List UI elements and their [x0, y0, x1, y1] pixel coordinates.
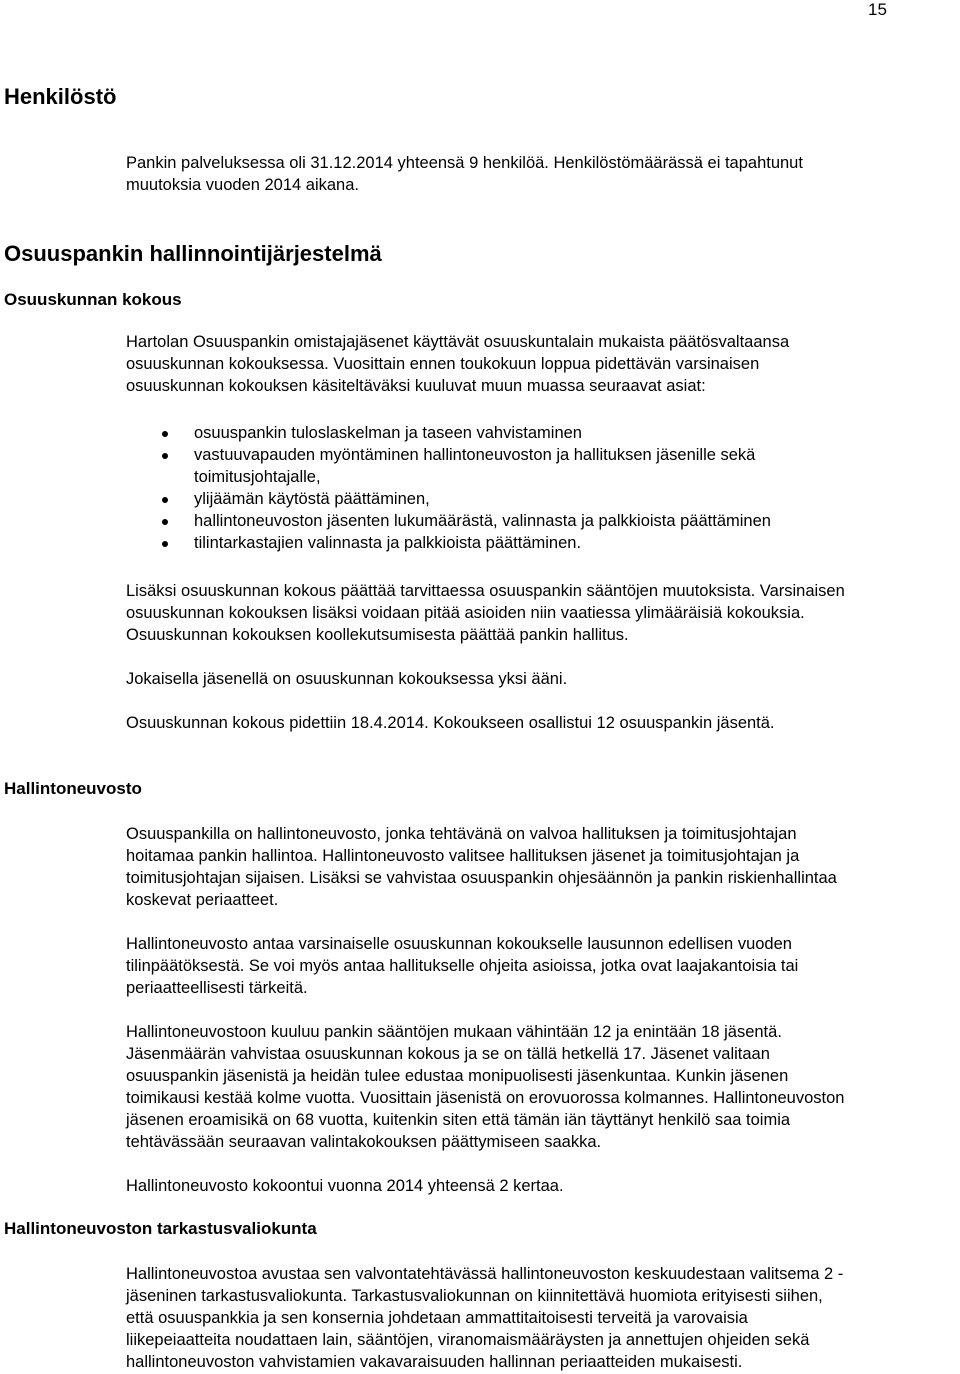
- text-line: osuuspankin jäsenistä ja heidän tulee edustaa monipuolisesti jäsenkuntaa. Kunkin jäsenen: [126, 1067, 789, 1085]
- list-item: ylijäämän käytöstä päättäminen,: [194, 490, 430, 508]
- text-line: koskevat periaatteet.: [126, 891, 279, 909]
- paragraph-aani: Jokaisella jäsenellä on osuuskunnan kokouksessa yksi ääni.: [126, 670, 568, 688]
- text-line: että osuuspankkia ja sen konsernia johdetaan ammattitaitoisesti terveitä ja varovaisia: [126, 1309, 748, 1327]
- text-line: hoitamaa pankin hallintoa. Hallintoneuvosto valitsee hallituksen jäsenet ja toimitusjohtajan ja: [126, 847, 800, 865]
- text-line: Jäsenmäärän vahvistaa osuuskunnan kokous ja se on tällä hetkellä 17. Jäsenet valitaan: [126, 1045, 770, 1063]
- list-item: osuuspankin tuloslaskelman ja taseen vahvistaminen: [194, 424, 582, 442]
- text-line: jäsenen eroamisikä on 68 vuotta, kuitenkin siten että tämän iän täyttänyt henkilö saa toimia: [126, 1111, 791, 1129]
- text-line: muutoksia vuoden 2014 aikana.: [126, 176, 359, 194]
- text-line: Pankin palveluksessa oli 31.12.2014 yhteensä 9 henkilöä. Henkilöstömäärässä ei tapahtunut: [126, 154, 803, 172]
- section-title-hallintoneuvosto: Hallintoneuvosto: [4, 779, 142, 798]
- page-number: 15: [868, 0, 887, 19]
- section-title-henkilosto: Henkilöstö: [4, 84, 117, 109]
- text-line: Hartolan Osuuspankin omistajajäsenet käyttävät osuuskuntalain mukaista päätösvaltaansa: [126, 333, 790, 351]
- section-title-tarkastusvaliokunta: Hallintoneuvoston tarkastusvaliokunta: [4, 1219, 317, 1238]
- text-line: Osuuskunnan kokouksen koollekutsumisesta päättää pankin hallitus.: [126, 626, 629, 644]
- text-line: tehtävässään seuraavan valintakokouksen päättymiseen saakka.: [126, 1133, 602, 1151]
- list-item: hallintoneuvoston jäsenten lukumäärästä, valinnasta ja palkkioista päättäminen: [194, 512, 771, 530]
- subsection-title-osuuskunnan-kokous: Osuuskunnan kokous: [4, 290, 182, 309]
- text-line: osuuskunnan kokouksen käsiteltäväksi kuuluvat muun muassa seuraavat asiat:: [126, 377, 706, 395]
- text-line: osuuskunnan kokouksessa. Vuosittain ennen toukokuun loppua pidettävän varsinaisen: [126, 355, 760, 373]
- paragraph-kokous-pidettiin: Osuuskunnan kokous pidettiin 18.4.2014. Kokoukseen osallistui 12 osuuspankin jäsentä.: [126, 714, 775, 732]
- section-title-hallinnointi: Osuuspankin hallinnointijärjestelmä: [4, 241, 382, 266]
- text-line: Hallintoneuvostoon kuuluu pankin sääntöjen mukaan vähintään 12 ja enintään 18 jäsentä.: [126, 1023, 782, 1041]
- text-line: periaatteellisesti tärkeitä.: [126, 979, 308, 997]
- text-line: Lisäksi osuuskunnan kokous päättää tarvittaessa osuuspankin sääntöjen muutoksista. Varsinaisen: [126, 582, 845, 600]
- text-line: Osuuspankilla on hallintoneuvosto, jonka tehtävänä on valvoa hallituksen ja toimitusjohtajan: [126, 825, 797, 843]
- bullet-icon: [162, 541, 168, 547]
- text-line: hallintoneuvoston vahvistamien vakavaraisuuden hallinnan periaatteiden mukaisesti.: [126, 1353, 743, 1371]
- bullet-icon: [162, 519, 168, 525]
- bullet-icon: [162, 431, 168, 437]
- text-line: liikepeiaatteita noudattaen lain, sääntöjen, viranomaismääräysten ja annettujen ohjeiden sekä: [126, 1331, 810, 1349]
- text-line: toimitusjohtajan sijaisen. Lisäksi se vahvistaa osuuspankin ohjesäännön ja pankin riskienhallintaa: [126, 869, 837, 887]
- list-item-continuation: toimitusjohtajalle,: [194, 468, 321, 486]
- paragraph-hallintoneuvosto-kokoontui: Hallintoneuvosto kokoontui vuonna 2014 yhteensä 2 kertaa.: [126, 1177, 564, 1195]
- text-line: toimikausi kestää kolme vuotta. Vuosittain jäsenistä on erovuorossa kolmannes. Hallintoneuvoston: [126, 1089, 845, 1107]
- text-line: Hallintoneuvosto antaa varsinaiselle osuuskunnan kokoukselle lausunnon edellisen vuoden: [126, 935, 792, 953]
- text-line: Hallintoneuvostoa avustaa sen valvontatehtävässä hallintoneuvoston keskuudestaan valitsema 2 -: [126, 1265, 844, 1283]
- bullet-icon: [162, 453, 168, 459]
- text-line: tilinpäätöksestä. Se voi myös antaa hallitukselle ohjeita asioissa, jotka ovat laajakantoisia tai: [126, 957, 799, 975]
- bullet-icon: [162, 497, 168, 503]
- text-line: jäseninen tarkastusvaliokunta. Tarkastusvaliokunnan on kiinnitettävä huomiota erityisesti siihen,: [126, 1287, 823, 1305]
- list-item: vastuuvapauden myöntäminen hallintoneuvoston ja hallituksen jäsenille sekä: [194, 446, 756, 464]
- list-item: tilintarkastajien valinnasta ja palkkioista päättäminen.: [194, 534, 582, 552]
- text-line: osuuskunnan kokouksen lisäksi voidaan pitää asioiden niin vaatiessa ylimääräisiä kokouksia.: [126, 604, 805, 622]
